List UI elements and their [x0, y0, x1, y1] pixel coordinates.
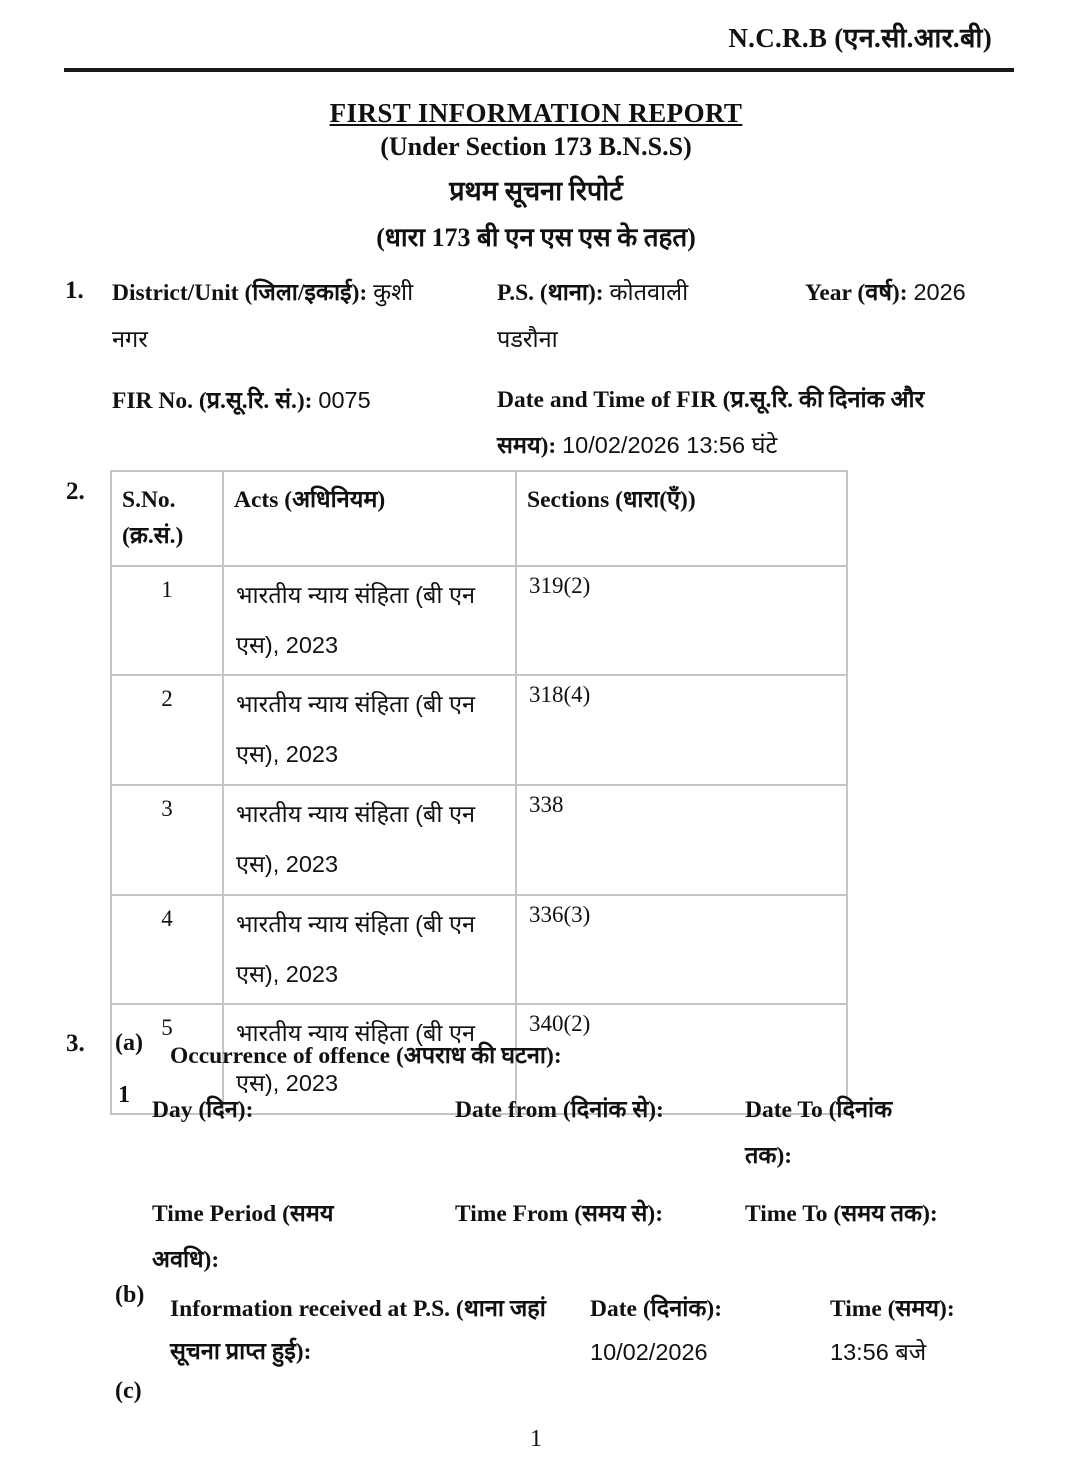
- section-2-number: 2.: [66, 478, 85, 505]
- table-row: [111, 675, 847, 785]
- time-period-label: Time Period (समय अवधि):: [152, 1201, 334, 1273]
- row-sno: 5: [111, 1004, 223, 1114]
- row-sections: 318(4): [516, 675, 847, 785]
- year-value: 2026: [913, 279, 966, 305]
- header-sections: Sections (धारा(एँ)): [516, 471, 847, 566]
- row-act: भारतीय न्याय संहिता (बी एन एस), 2023: [223, 675, 516, 785]
- row-sections: 319(2): [516, 566, 847, 676]
- information-date-field: [590, 1288, 830, 1375]
- title-block: [0, 98, 1072, 254]
- information-received-label: Information received at P.S. (थाना जहां सूचना प्राप्त हुई):: [170, 1296, 546, 1366]
- date-to-label: Date To (दिनांक तक):: [745, 1097, 893, 1169]
- section-3-number: 3.: [66, 1030, 85, 1057]
- ncrb-header: N.C.R.B (एन.सी.आर.बी): [728, 23, 992, 53]
- day-label: Day (दिन):: [152, 1097, 254, 1123]
- police-station-value: कोतवाली पडरौना: [497, 279, 689, 352]
- row-sections: 340(2): [516, 1004, 847, 1114]
- police-station-field: [497, 270, 805, 364]
- table-row: [111, 895, 847, 1005]
- district-value: कुशी नगर: [112, 279, 414, 352]
- row-sno: 1: [111, 566, 223, 676]
- year-label: Year (वर्ष):: [805, 280, 908, 306]
- page-number: 1: [530, 1426, 542, 1452]
- report-subtitle-english: (Under Section 173 B.N.S.S): [380, 132, 692, 161]
- information-time-label: Time (समय):: [830, 1296, 955, 1322]
- district-field: [112, 270, 497, 364]
- occurrence-row-number: 1: [118, 1082, 130, 1108]
- report-subtitle-hindi: (धारा 173 बी एन एस एस के तहत): [376, 223, 696, 252]
- table-row: [111, 566, 847, 676]
- section-1-number: 1.: [65, 277, 84, 304]
- time-from-label: Time From (समय से):: [455, 1201, 664, 1227]
- row-act: भारतीय न्याय संहिता (बी एन एस), 2023: [223, 566, 516, 676]
- report-title-hindi: प्रथम सूचना रिपोर्ट: [449, 176, 623, 206]
- information-time-field: [830, 1288, 1020, 1375]
- row-sections: 336(3): [516, 895, 847, 1005]
- fir-number-field: [112, 378, 497, 471]
- header-acts: Acts (अधिनियम): [223, 471, 516, 566]
- row-act: भारतीय न्याय संहिता (बी एन एस), 2023: [223, 785, 516, 895]
- fir-datetime-value: 10/02/2026 13:56 घंटे: [562, 432, 778, 459]
- section-3b-label: (b): [115, 1282, 145, 1308]
- district-label: District/Unit (जिला/इकाई):: [112, 280, 368, 306]
- fir-datetime-label: Date and Time of FIR (प्र.सू.रि. की दिनांक और समय):: [497, 386, 925, 460]
- row-sno: 3: [111, 785, 223, 895]
- information-date-label: Date (दिनांक):: [590, 1296, 723, 1322]
- section-3a-label: (a): [115, 1030, 143, 1056]
- occurrence-heading: Occurrence of offence (अपराध की घटना):: [170, 1043, 562, 1069]
- table-row: [111, 785, 847, 895]
- header-divider: [64, 68, 1014, 72]
- time-to-label: Time To (समय तक):: [745, 1201, 938, 1227]
- fir-datetime-field: [497, 378, 1015, 471]
- row-sno: 2: [111, 675, 223, 785]
- header-sno: S.No. (क्र.सं.): [111, 471, 223, 566]
- row-sno: 4: [111, 895, 223, 1005]
- date-from-label: Date from (दिनांक से):: [455, 1097, 664, 1123]
- row-act: भारतीय न्याय संहिता (बी एन एस), 2023: [223, 895, 516, 1005]
- information-date-value: 10/02/2026: [590, 1339, 708, 1366]
- row-sections: 338: [516, 785, 847, 895]
- section-3c-label: (c): [115, 1378, 142, 1404]
- fir-number-label: FIR No. (प्र.सू.रि. सं.):: [112, 387, 313, 414]
- table-header-row: [111, 471, 847, 566]
- report-title: FIRST INFORMATION REPORT: [329, 98, 743, 128]
- fir-number-value: 0075: [318, 386, 371, 413]
- acts-sections-table: [110, 470, 848, 1115]
- row-act: भारतीय न्याय संहिता (बी एन एस), 2023: [223, 1004, 516, 1114]
- section-1-registration-details: [65, 270, 1015, 470]
- police-station-label: P.S. (थाना):: [497, 280, 604, 306]
- information-time-value: 13:56 बजे: [830, 1339, 927, 1366]
- grid-spacer: [65, 378, 112, 471]
- year-field: [805, 270, 1015, 364]
